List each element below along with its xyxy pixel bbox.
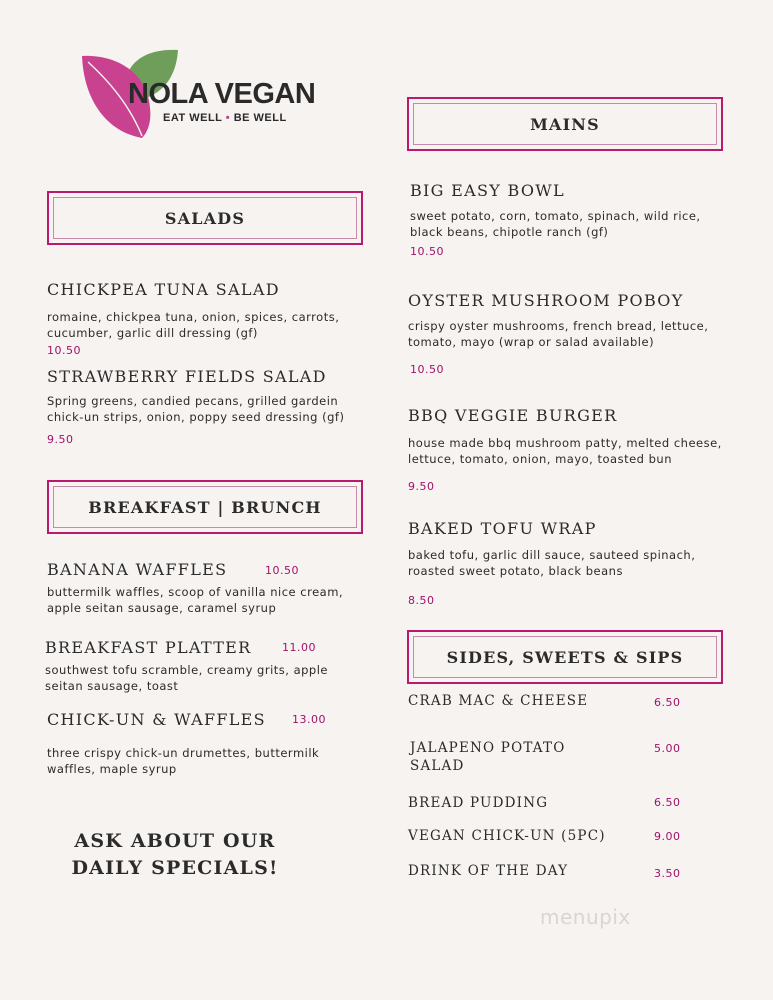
item-price: 10.50 <box>47 344 81 357</box>
item-description: house made bbq mushroom patty, melted cheese, lettuce, tomato, onion, mayo, toasted bun <box>408 436 722 466</box>
item-price: 10.50 <box>410 245 444 258</box>
item-description: Spring greens, candied pecans, grilled gardein chick-un strips, onion, poppy seed dressing (gf) <box>47 394 345 424</box>
item-price: 10.50 <box>265 564 299 577</box>
section-title: SIDES, SWEETS & SIPS <box>413 636 717 678</box>
item-price: 6.50 <box>654 696 681 709</box>
item-price: 9.50 <box>408 480 435 493</box>
item-title: BIG EASY BOWL <box>410 181 565 200</box>
item-price: 13.00 <box>292 713 326 726</box>
item-description: crispy oyster mushrooms, french bread, lettuce, tomato, mayo (wrap or salad available) <box>408 319 709 349</box>
item-description: buttermilk waffles, scoop of vanilla nice cream, apple seitan sausage, caramel syrup <box>47 585 344 615</box>
item-price: 10.50 <box>410 363 444 376</box>
item-title: JALAPENO POTATO SALAD <box>410 740 566 774</box>
item-price: 5.00 <box>654 742 681 755</box>
section-header-salads <box>47 191 363 245</box>
item-price: 9.00 <box>654 830 681 843</box>
item-price: 6.50 <box>654 796 681 809</box>
item-title: BREAKFAST PLATTER <box>45 638 252 657</box>
item-title: BREAD PUDDING <box>408 795 549 811</box>
item-title: STRAWBERRY FIELDS SALAD <box>47 367 327 386</box>
item-title: BANANA WAFFLES <box>47 560 228 579</box>
tagline-separator: • <box>225 112 231 124</box>
item-description: sweet potato, corn, tomato, spinach, wild rice, black beans, chipotle ranch (gf) <box>410 209 701 239</box>
section-title: SALADS <box>53 197 357 239</box>
item-price: 9.50 <box>47 433 74 446</box>
specials-line: DAILY SPECIALS! <box>71 857 279 879</box>
item-title: OYSTER MUSHROOM POBOY <box>408 291 684 310</box>
item-description: southwest tofu scramble, creamy grits, apple seitan sausage, toast <box>45 663 328 693</box>
item-title: BBQ VEGGIE BURGER <box>408 406 618 425</box>
tagline-part: EAT WELL <box>163 112 223 124</box>
daily-specials-note <box>55 828 295 882</box>
section-title: MAINS <box>413 103 717 145</box>
section-header-breakfast <box>47 480 363 534</box>
brand-tagline <box>163 112 287 124</box>
item-price: 3.50 <box>654 867 681 880</box>
specials-line: ASK ABOUT OUR <box>74 830 276 852</box>
item-title: CHICK-UN & WAFFLES <box>47 710 266 729</box>
section-header-mains <box>407 97 723 151</box>
item-description: romaine, chickpea tuna, onion, spices, carrots, cucumber, garlic dill dressing (gf) <box>47 310 340 340</box>
item-title: VEGAN CHICK-UN (5PC) <box>408 828 606 844</box>
section-header-sides <box>407 630 723 684</box>
item-description: baked tofu, garlic dill sauce, sauteed spinach, roasted sweet potato, black beans <box>408 548 696 578</box>
brand-name: NOLA VEGAN <box>128 78 316 110</box>
item-price: 8.50 <box>408 594 435 607</box>
item-title: CRAB MAC & CHEESE <box>408 693 589 709</box>
watermark: menupix <box>540 905 631 929</box>
item-price: 11.00 <box>282 641 316 654</box>
item-title: DRINK OF THE DAY <box>408 863 569 879</box>
item-title: CHICKPEA TUNA SALAD <box>47 280 280 299</box>
item-title: BAKED TOFU WRAP <box>408 519 597 538</box>
item-description: three crispy chick-un drumettes, buttermilk waffles, maple syrup <box>47 746 320 776</box>
tagline-part: BE WELL <box>233 112 287 124</box>
section-title: BREAKFAST | BRUNCH <box>53 486 357 528</box>
